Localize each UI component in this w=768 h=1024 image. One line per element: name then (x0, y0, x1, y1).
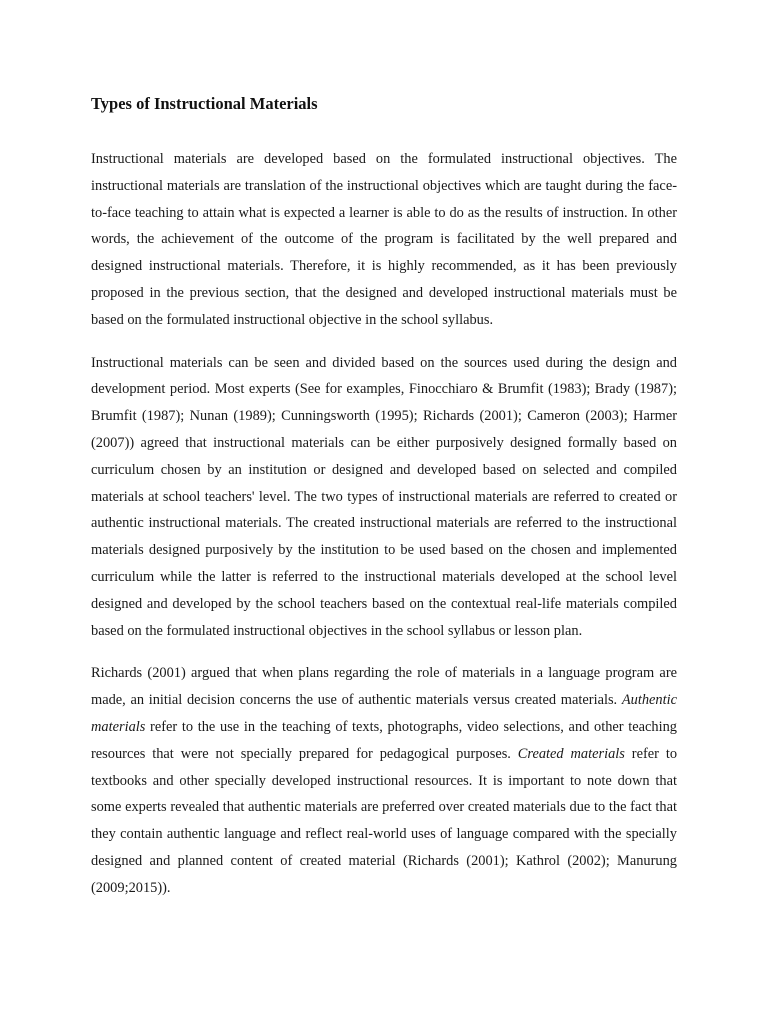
term-created-materials: Created materials (517, 745, 625, 762)
paragraph-3 (91, 660, 677, 901)
paragraph-2: Instructional materials can be seen and divided based on the sources used during the design and development period. Most experts (See for examples, Finocchiaro & Brumfit (1983); Brady (1987); Brumfit (1987); Nunan (1989); Cunningsworth (1995); Richards (2001); Cameron (2003); Harmer (2007)) agreed that instructional materials can be either purposively designed formally based on curriculum chosen by an institution or designed and developed based on selected and compiled materials at school teachers' level. The two types of instructional materials are referred to created or authentic instructional materials. The created instructional materials are referred to the instructional materials designed purposively by the institution to be used based on the chosen and implemented curriculum while the latter is referred to the instructional materials developed at the school level designed and developed by the school teachers based on the contextual real-life materials compiled based on the formulated instructional objectives in the school syllabus or lesson plan. (91, 354, 677, 639)
paragraph-1: Instructional materials are developed based on the formulated instructional objectives. The instructional materials are translation of the instructional objectives which are taught during the face-to-face teaching to attain what is expected a learner is able to do as the results of instruction. In other words, the achievement of the outcome of the program is facilitated by the well prepared and designed instructional materials. Therefore, it is highly recommended, as it has been previously proposed in the previous section, that the designed and developed instructional materials must be based on the formulated instructional objective in the school syllabus. (91, 151, 677, 328)
paragraph-3-text-1: Richards (2001) argued that when plans regarding the role of materials in a language program are made, an initial decision concerns the use of authentic materials versus created materials. (91, 665, 677, 709)
paragraph-3-text-2: refer to the use in the teaching of texts, photographs, video selections, and other teaching resources that were not specially prepared for pedagogical purposes. (91, 718, 677, 762)
document-body (91, 92, 677, 918)
term-authentic-materials: Authentic materials (91, 692, 677, 735)
paragraph-3-text-3: refer to textbooks and other specially developed instructional resources. It is important to note down that some experts revealed that authentic materials are preferred over created materials due to the fact that they contain authentic language and reflect real-world uses of language compared with the specially designed and planned content of created material (Richards (2001); Kathrol (2002); Manurung (2009;2015)). (91, 745, 678, 896)
section-heading: Types of Instructional Materials (91, 94, 318, 113)
